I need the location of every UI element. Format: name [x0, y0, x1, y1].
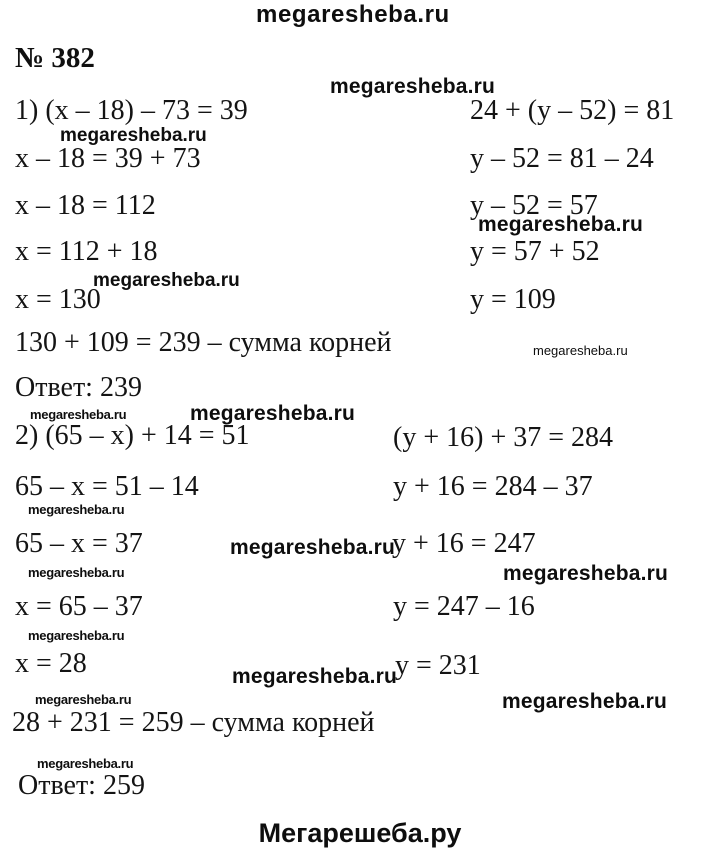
site-watermark: megaresheba.ru — [330, 75, 496, 98]
equation-p2-left-3: 65 – x = 37 — [15, 528, 143, 559]
equation-p2-right-4: y = 247 – 16 — [393, 591, 535, 622]
site-watermark: megaresheba.ru — [232, 665, 398, 688]
equation-p2-left-1: 2) (65 – x) + 14 = 51 — [15, 420, 250, 451]
site-watermark-small: megaresheba.ru — [28, 628, 125, 643]
equation-p1-left-3: x – 18 = 112 — [15, 190, 156, 221]
site-watermark: megaresheba.ru — [503, 562, 669, 585]
footer-site-logo: Мегарешеба.ру — [258, 818, 462, 848]
site-watermark-small: megaresheba.ru — [37, 756, 134, 771]
equation-p1-right-4: y = 57 + 52 — [470, 236, 600, 267]
site-watermark: megaresheba.ru — [93, 270, 240, 291]
equation-p1-right-5: y = 109 — [470, 284, 556, 315]
site-watermark: megaresheba.ru — [60, 125, 207, 146]
site-watermark-small: megaresheba.ru — [28, 565, 125, 580]
equation-p1-right-1: 24 + (y – 52) = 81 — [470, 95, 675, 126]
site-watermark-small: megaresheba.ru — [28, 502, 125, 517]
sum-of-roots-p2: 28 + 231 = 259 – сумма корней — [12, 707, 375, 738]
equation-p2-left-5: x = 28 — [15, 648, 87, 679]
sum-of-roots-p1: 130 + 109 = 239 – сумма корней — [15, 327, 392, 358]
answer-p1: Ответ: 239 — [15, 372, 142, 403]
problem-number: № 382 — [15, 42, 95, 74]
site-watermark: megaresheba.ru — [230, 536, 396, 559]
equation-p2-right-3: y + 16 = 247 — [392, 528, 536, 559]
equation-p2-left-2: 65 – x = 51 – 14 — [15, 471, 199, 502]
answer-p2: Ответ: 259 — [18, 770, 145, 801]
site-watermark: megaresheba.ru — [190, 402, 356, 425]
equation-p1-left-4: x = 112 + 18 — [15, 236, 158, 267]
equation-p2-right-5: y = 231 — [395, 650, 481, 681]
equation-p1-right-3: y – 52 = 57 — [470, 190, 598, 221]
site-watermark-top: megaresheba.ru — [256, 1, 450, 28]
equation-p2-right-1: (y + 16) + 37 = 284 — [393, 422, 614, 453]
site-watermark: megaresheba.ru — [502, 690, 668, 713]
equation-p1-left-5: x = 130 — [15, 284, 101, 315]
equation-p2-left-4: x = 65 – 37 — [15, 591, 143, 622]
site-watermark-small: megaresheba.ru — [35, 692, 132, 707]
site-watermark: megaresheba.ru — [478, 213, 644, 236]
site-watermark-small: megaresheba.ru — [30, 407, 127, 422]
equation-p2-right-2: y + 16 = 284 – 37 — [393, 471, 593, 502]
equation-p1-left-2: x – 18 = 39 + 73 — [15, 143, 201, 174]
equation-p1-left-1: 1) (x – 18) – 73 = 39 — [15, 95, 248, 126]
equation-p1-right-2: y – 52 = 81 – 24 — [470, 143, 654, 174]
site-watermark-small: megaresheba.ru — [533, 343, 628, 358]
